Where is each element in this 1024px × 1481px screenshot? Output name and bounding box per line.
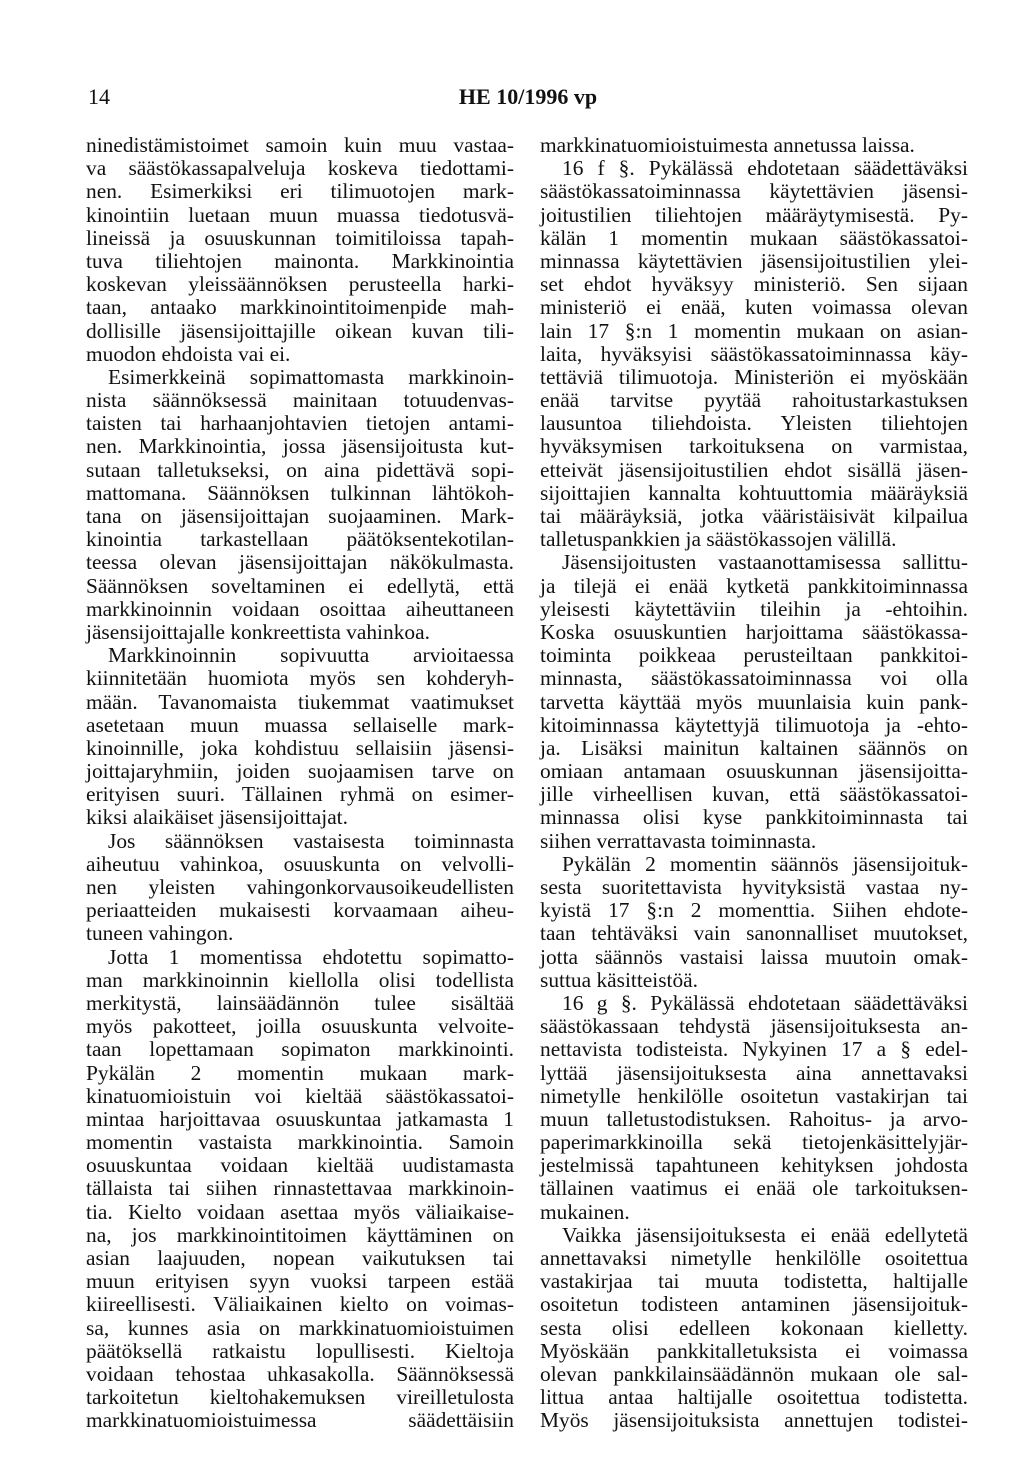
text-line: osuuskuntaa voidaan kieltää uudistamasta	[86, 1153, 514, 1178]
text-line: sijoittajien kannalta kohtuuttomia määräyksiä	[540, 480, 968, 505]
text-line: mintaa harjoittavaa osuuskuntaa jatkamasta 1	[86, 1106, 514, 1131]
text-line: etteivät jäsensijoitustilien ehdot sisällä jäsen-	[540, 457, 968, 482]
text-line: mattomana. Säännöksen tulkinnan lähtökoh-	[86, 480, 514, 505]
text-line: dollisille jäsensijoittajille oikean kuvan tili-	[86, 318, 514, 343]
text-line: teessa olevan jäsensijoittajan näkökulmasta.	[86, 550, 514, 575]
text-line: kiireellisesti. Väliaikainen kielto on voimas-	[86, 1292, 514, 1317]
text-line: 16 f §. Pykälässä ehdotetaan säädettäväksi	[562, 156, 968, 181]
text-line: sesta olisi edelleen kokonaan kielletty.	[540, 1315, 968, 1340]
text-line: tarkoitetun kieltohakemuksen vireilletulosta	[86, 1385, 514, 1410]
text-line: enää tarvitse pyytää rahoitustarkastuksen	[540, 388, 968, 413]
text-line: päätöksellä ratkaistu lopullisesti. Kieltoja	[86, 1338, 514, 1363]
text-line: tai määräyksiä, jotka vääristäisivät kilpailua	[540, 504, 968, 528]
text-line: ministeriö ei enää, kuten voimassa olevan	[540, 295, 968, 320]
text-line: annettavaksi nimetylle henkilölle osoitettua	[540, 1246, 968, 1270]
text-line: markkinatuomioistuimesta annetussa laissa.	[540, 133, 915, 157]
text-line: va säästökassapalveluja koskeva tiedottami-	[86, 156, 514, 181]
text-line: markkinoinnin voidaan osoittaa aiheuttaneen	[86, 596, 514, 621]
text-line: kinatuomioistuin voi kieltää säästökassatoi-	[86, 1083, 514, 1108]
text-line: kyistä 17 §:n 2 momenttia. Siihen ehdote-	[540, 898, 968, 923]
text-line: yleisesti käytettäviin tileihin ja -ehtoihin.	[540, 596, 968, 621]
text-line: minnasta, säästökassatoiminnassa voi olla	[540, 666, 968, 691]
text-line: Pykälän 2 momentin säännös jäsensijoituk-	[562, 851, 968, 876]
text-line: tettäviä tilimuotoja. Ministeriön ei myöskään	[540, 364, 968, 389]
text-line: talletuspankkien ja säästökassojen välillä.	[540, 527, 897, 552]
text-line: erityisen suuri. Tällainen ryhmä on esimer-	[86, 782, 514, 807]
text-line: muun erityisen syyn vuoksi tarpeen estää	[86, 1269, 514, 1294]
text-line: omiaan antamaan osuuskunnan jäsensijoitta-	[540, 759, 968, 784]
text-line: ninedistämistoimet samoin kuin muu vastaa-	[86, 133, 514, 157]
text-line: kinointia tarkastellaan päätöksentekotilan-	[86, 527, 514, 552]
text-line: merkitystä, lainsäädännön tulee sisältää	[86, 990, 514, 1015]
text-line: kiksi alaikäiset jäsensijoittajat.	[86, 805, 348, 830]
text-line: periaatteiden mukaisesti korvaamaan aiheu-	[86, 898, 514, 923]
text-line: jotta säännös vastaisi laissa muutoin omak-	[540, 944, 968, 969]
text-line: Koska osuuskuntien harjoittama säästökassa-	[540, 619, 968, 644]
text-line: nettavista todisteista. Nykyinen 17 a § edel-	[540, 1037, 968, 1062]
text-line: hyväksymisen tarkoituksena on varmistaa,	[540, 434, 968, 459]
text-line: ja tilejä ei enää kytketä pankkitoiminnassa	[540, 573, 968, 598]
text-line: minnassa olisi kyse pankkitoiminnasta tai	[540, 805, 968, 830]
text-line: jestelmissä tapahtuneen kehityksen johdosta	[540, 1153, 968, 1178]
text-line: siihen verrattavasta toiminnasta.	[540, 828, 817, 853]
text-line: 16 g §. Pykälässä ehdotetaan säädettäväksi	[562, 990, 968, 1015]
text-line: Esimerkkeinä sopimattomasta markkinoin-	[108, 364, 514, 389]
page-number: 14	[88, 84, 110, 109]
text-line: tia. Kielto voidaan asettaa myös väliaikaise-	[86, 1199, 514, 1224]
text-line: sa, kunnes asia on markkinatuomioistuimen	[86, 1315, 514, 1340]
text-line: laita, hyväksyisi säästökassatoiminnassa käy-	[540, 341, 968, 366]
text-line: osoitetun todisteen antaminen jäsensijoituk-	[540, 1292, 968, 1317]
text-line: Jos säännöksen vastaisesta toiminnasta	[108, 828, 514, 853]
page-header	[88, 84, 968, 114]
text-line: na, jos markkinointitoimen käyttäminen on	[86, 1222, 514, 1247]
text-line: man markkinoinnin kiellolla olisi todellista	[86, 967, 514, 992]
text-line: markkinatuomioistuimessa säädettäisiin	[86, 1408, 514, 1433]
text-line: jille virheellisen kuvan, että säästökassatoi-	[540, 782, 968, 807]
text-line: tuneen vahingon.	[86, 921, 234, 946]
text-line: säästökassatoiminnassa käytettävien jäsensi-	[540, 179, 968, 204]
text-line: kälän 1 momentin mukaan säästökassatoi-	[540, 225, 968, 250]
text-line: kinoinnille, joka kohdistuu sellaisiin jäsensi-	[86, 735, 514, 760]
text-line: Markkinoinnin sopivuutta arvioitaessa	[108, 643, 514, 668]
text-line: kinointiin luetaan muun muassa tiedotusvä-	[86, 202, 514, 227]
running-title: HE 10/1996 vp	[458, 84, 598, 109]
text-line: Myöskään pankkitalletuksista ei voimassa	[540, 1338, 968, 1363]
text-line: lineissä ja osuuskunnan toimitiloissa tapah-	[86, 225, 514, 250]
text-line: lain 17 §:n 1 momentin mukaan on asian-	[540, 318, 968, 343]
text-line: tana on jäsensijoittajan suojaaminen. Mark-	[86, 504, 514, 528]
text-line: littua antaa haltijalle osoitettua todistetta.	[540, 1385, 968, 1410]
text-line: säästökassaan tehdystä jäsensijoituksesta an-	[540, 1014, 968, 1039]
text-line: kiinnitetään huomiota myös sen kohderyh-	[86, 666, 514, 691]
text-line: jäsensijoittajalle konkreettista vahinkoa.	[86, 619, 430, 644]
text-line: vastakirjaa tai muuta todistetta, haltijalle	[540, 1269, 968, 1294]
text-line: nimetylle henkilölle osoitetun vastakirjan tai	[540, 1083, 968, 1108]
text-line: taan lopettamaan sopimaton markkinointi.	[86, 1037, 514, 1062]
text-line: joitustilien tiliehtojen määräytymisestä. Py-	[540, 202, 968, 227]
text-line: mään. Tavanomaista tiukemmat vaatimukset	[86, 689, 514, 714]
text-line: sesta suoritettavista hyvityksistä vastaa ny-	[540, 875, 968, 899]
text-line: tuva tiliehtojen mainonta. Markkinointia	[86, 248, 514, 273]
text-line: tarvetta käyttää myös muunlaisia kuin pank-	[540, 689, 968, 714]
text-line: aiheutuu vahinkoa, osuuskunta on velvolli-	[86, 851, 514, 876]
text-line: paperimarkkinoilla sekä tietojenkäsittelyjär-	[540, 1130, 968, 1155]
text-line: sutaan talletukseksi, on aina pidettävä sopi-	[86, 457, 514, 482]
text-line: asetetaan muun muassa sellaiselle mark-	[86, 712, 514, 737]
text-line: suttua käsitteistöä.	[540, 967, 699, 992]
text-line: nista säännöksessä mainitaan totuudenvas-	[86, 388, 514, 413]
right-text-column	[540, 134, 968, 1433]
text-line: taisten tai harhaanjohtavien tietojen antami-	[86, 411, 514, 436]
text-line: minnassa käytettävien jäsensijoitustilien ylei-	[540, 248, 968, 273]
text-line: Myös jäsensijoituksista annettujen todistei-	[540, 1408, 968, 1433]
text-line: muun talletustodistuksen. Rahoitus- ja arvo-	[540, 1106, 968, 1131]
text-line: lausuntoa tiliehdoista. Yleisten tiliehtojen	[540, 411, 968, 436]
text-line: taan tehtäväksi vain sanonnalliset muutokset,	[540, 921, 968, 946]
text-line: koskevan yleissäännöksen perusteella harki-	[86, 272, 514, 297]
text-line: joittajaryhmiin, joiden suojaamisen tarve on	[86, 759, 514, 784]
text-line: voidaan tehostaa uhkasakolla. Säännöksessä	[86, 1361, 514, 1386]
text-line: nen. Esimerkiksi eri tilimuotojen mark-	[86, 179, 514, 204]
text-line: Jäsensijoitusten vastaanottamisessa sallittu-	[562, 550, 968, 575]
text-line: set ehdot hyväksyy ministeriö. Sen sijaan	[540, 272, 968, 297]
text-line: Vaikka jäsensijoituksesta ei enää edellytetä	[562, 1222, 968, 1247]
text-line: mukainen.	[540, 1199, 630, 1224]
text-line: tällaista tai siihen rinnastettavaa markkinoin-	[86, 1176, 514, 1201]
text-line: Säännöksen soveltaminen ei edellytä, että	[86, 573, 514, 598]
left-text-column	[86, 134, 514, 1433]
text-line: taan, antaako markkinointitoimenpide mah-	[86, 295, 514, 320]
text-line: muodon ehdoista vai ei.	[86, 341, 291, 366]
text-line: nen yleisten vahingonkorvausoikeudellisten	[86, 875, 514, 899]
text-line: kitoiminnassa käytettyjä tilimuotoja ja -ehto-	[540, 712, 968, 737]
text-line: asian laajuuden, nopean vaikutuksen tai	[86, 1246, 514, 1270]
text-line: toiminta poikkeaa perusteiltaan pankkitoi-	[540, 643, 968, 668]
text-line: nen. Markkinointia, jossa jäsensijoitusta kut-	[86, 434, 514, 459]
text-line: olevan pankkilainsäädännön mukaan ole sal-	[540, 1361, 968, 1386]
text-line: Pykälän 2 momentin mukaan mark-	[86, 1060, 514, 1085]
text-line: myös pakotteet, joilla osuuskunta velvoite-	[86, 1014, 514, 1039]
text-line: lyttää jäsensijoituksesta aina annettavaksi	[540, 1060, 968, 1085]
text-line: Jotta 1 momentissa ehdotettu sopimatto-	[108, 944, 514, 969]
text-line: ja. Lisäksi mainitun kaltainen säännös on	[540, 735, 968, 760]
text-line: tällainen vaatimus ei enää ole tarkoituksen-	[540, 1176, 968, 1201]
text-line: momentin vastaista markkinointia. Samoin	[86, 1130, 514, 1155]
